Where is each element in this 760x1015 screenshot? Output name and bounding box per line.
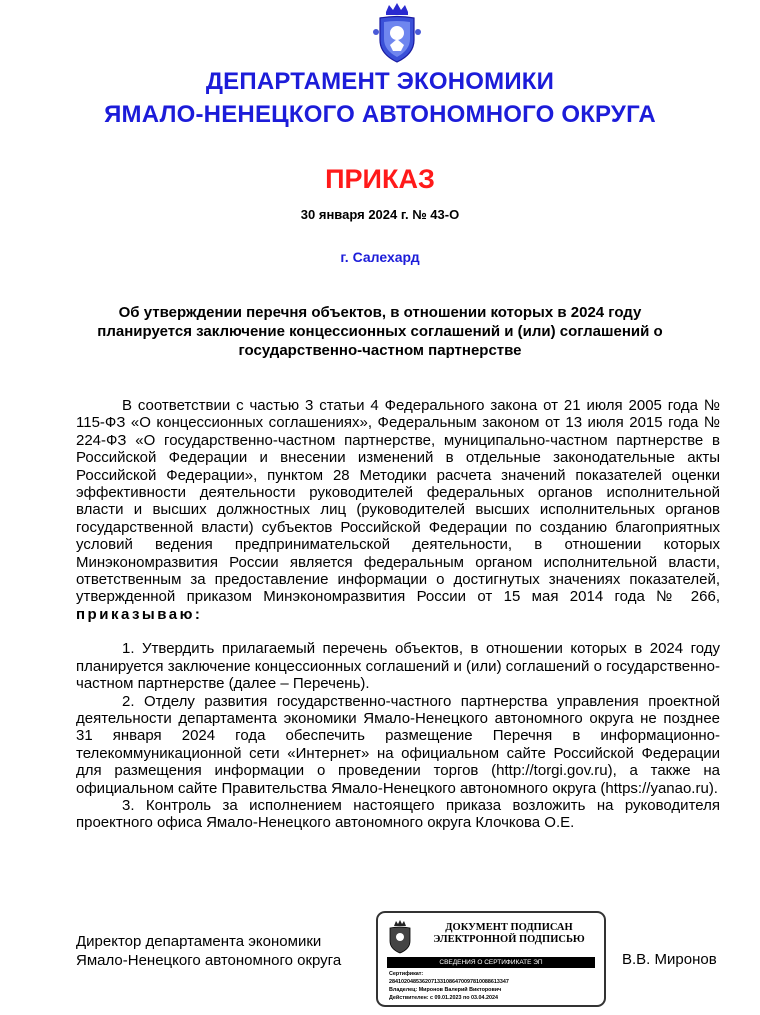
coat-of-arms-small-icon xyxy=(387,920,413,954)
coat-of-arms-icon xyxy=(372,2,422,64)
org-name-line2: ЯМАЛО-НЕНЕЦКОГО АВТОНОМНОГО ОКРУГА xyxy=(104,101,656,128)
stamp-title-line2: ЭЛЕКТРОННОЙ ПОДПИСЬЮ xyxy=(433,933,585,945)
stamp-title-line1: ДОКУМЕНТ ПОДПИСАН xyxy=(445,922,573,933)
document-type: ПРИКАЗ xyxy=(325,164,435,194)
order-title: Об утверждении перечня объектов, в отношении которых в 2024 году планируется заключение концессионных соглашений и (или) соглашений о государственно-частном партнерстве xyxy=(97,304,663,359)
date-number: 30 января 2024 г. № 43-О xyxy=(300,207,460,222)
stamp-cert-validity: Действителен: с 09.01.2023 по 03.04.2024 xyxy=(389,995,499,1001)
order-item-3: 3. Контроль за исполнением настоящего приказа возложить на руководителя проектного офиса Ямало-Ненецкого автономного округа Клочкова О.Е. xyxy=(76,796,720,832)
preamble-text: В соответствии с частью 3 статьи 4 Федерального закона от 21 июля 2005 года № 115-ФЗ «О концессионных соглашениях», Федеральным законом от 13 июля 2015 года № 224-ФЗ «О государственно-частном партнерстве, муниципально-частном партнерстве в Российской Федерации и внесении изменений в отдельные законодательные акты Российской Федерации», пунктом 28 Методики расчета значений показателей оценки эффективности деятельности руководителей федеральных органов исполнительной власти и высших должностных лиц (руководителей высших исполнительных органов государственной власти) субъектов Российской Федерации по созданию благоприятных условий ведения предпринимательской деятельности, в отношении которых Минэкономразвития России является федеральным органом исполнительной власти, ответственным за предоставление информации о достигнутых значениях показателей, утвержденной приказом Минэкономразвития России от 15 мая 2014 года № 266, xyxy=(76,397,720,606)
e-signature-stamp xyxy=(376,911,606,1007)
stamp-cert-owner: Владелец: Миронов Валерий Викторович xyxy=(389,987,502,993)
signatory-position-line2: Ямало-Ненецкого автономного округа xyxy=(76,952,342,969)
org-name-line1: ДЕПАРТАМЕНТ ЭКОНОМИКИ xyxy=(205,68,555,95)
stamp-cert-serial: 2841020485362071331086470097810088613347 xyxy=(389,979,509,985)
order-body xyxy=(76,397,720,832)
signatory-position-line1: Директор департамента экономики xyxy=(76,933,322,950)
order-keyword: приказываю: xyxy=(76,605,203,623)
stamp-cert-header: СВЕДЕНИЯ О СЕРТИФИКАТЕ ЭП xyxy=(387,957,595,968)
stamp-title xyxy=(420,922,598,945)
signatory-name: В.В. Миронов xyxy=(622,951,717,968)
stamp-cert-label: Сертификат: xyxy=(389,971,424,977)
order-item-2: 2. Отделу развития государственно-частного партнерства управления проектной деятельности департамента экономики Ямало-Ненецкого автономного округа не позднее 31 января 2024 года обеспечить размещение Перечня в информационно-телекоммуникационной сети «Интернет» на официальном сайте Российской Федерации для размещения информации о проведении торгов (http://torgi.gov.ru), а также на официальном сайте Правительства Ямало-Ненецкого автономного округа (https://yanao.ru). xyxy=(76,692,720,797)
signatory-position xyxy=(76,932,341,970)
stamp-cert-details xyxy=(389,970,509,1002)
preamble-paragraph xyxy=(76,397,720,623)
city: г. Салехард xyxy=(340,249,420,265)
order-item-1: 1. Утвердить прилагаемый перечень объектов, в отношении которых в 2024 году планируется заключение концессионных соглашений и (или) соглашений о государственно-частном партнерстве (далее – Перечень). xyxy=(76,640,720,693)
